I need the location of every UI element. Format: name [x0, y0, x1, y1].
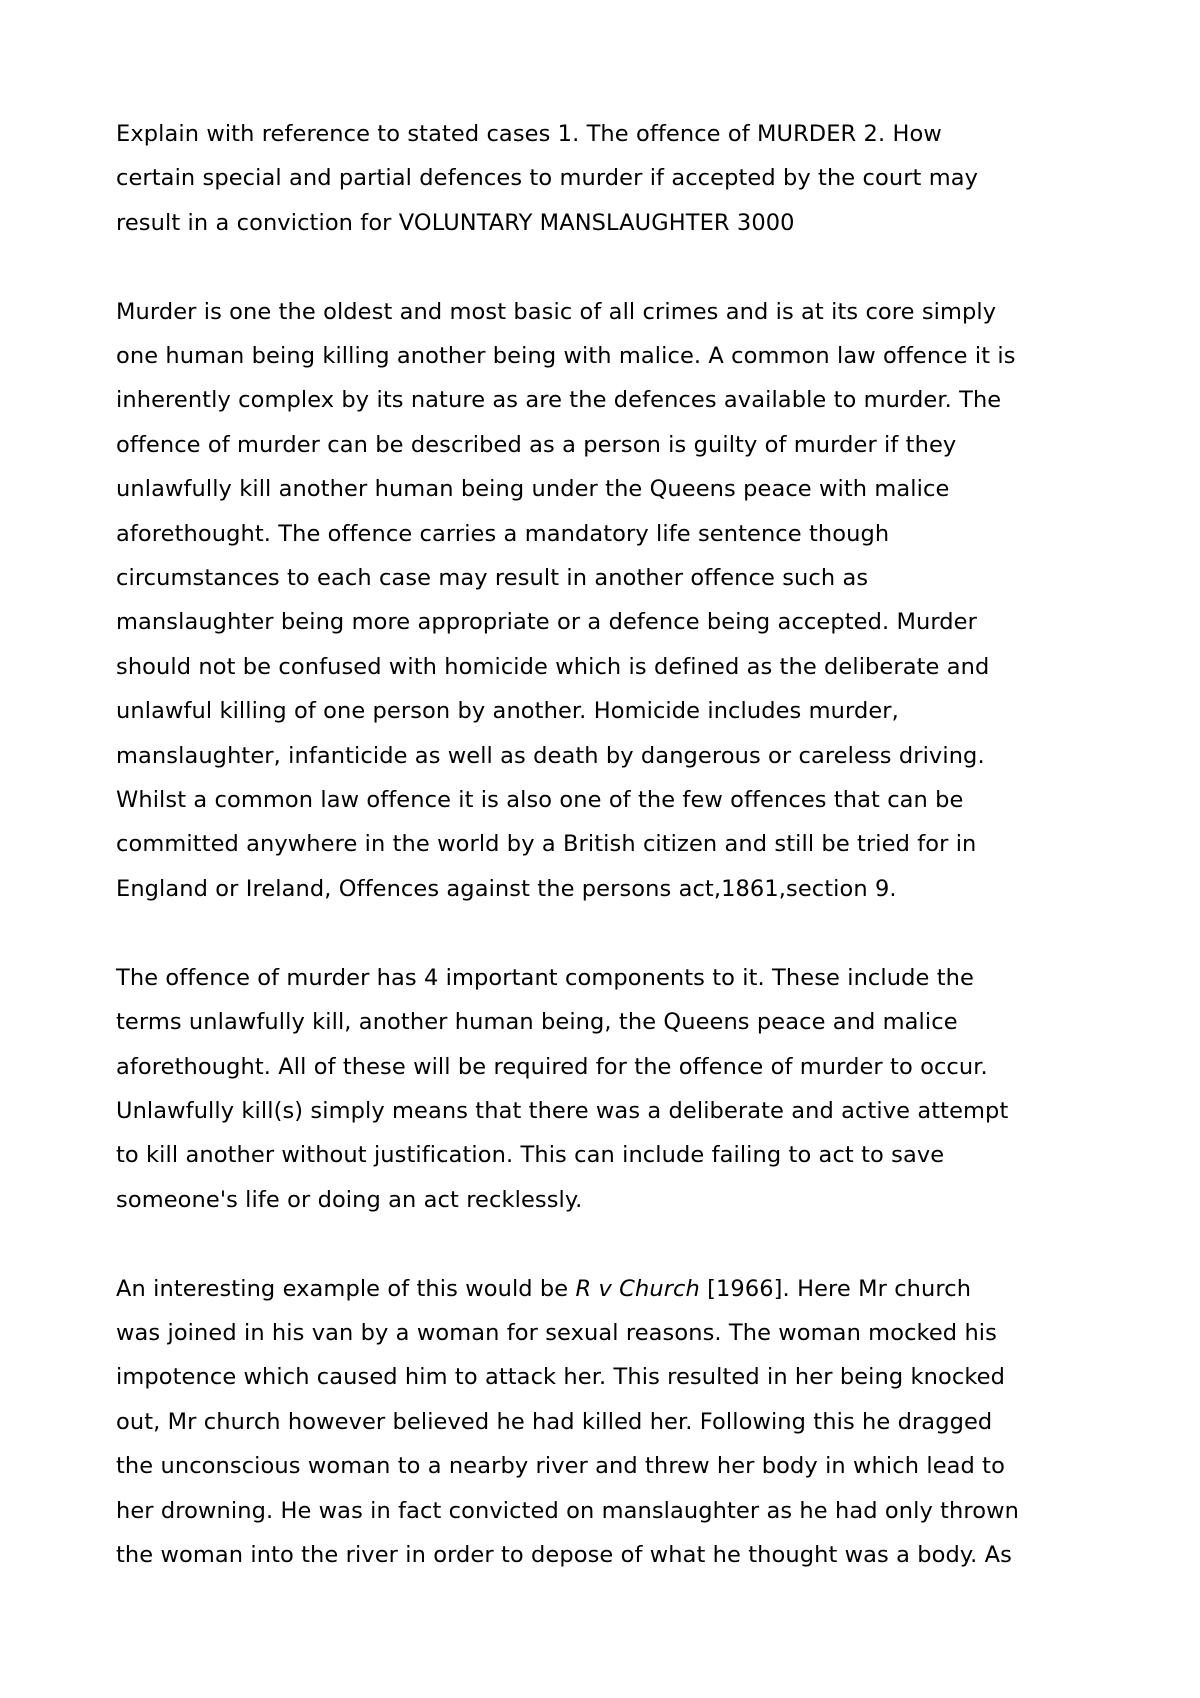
paragraph-question [116, 112, 1116, 245]
text-line: should not be confused with homicide which is defined as the deliberate and [116, 653, 990, 680]
text-line: inherently complex by its nature as are the defences available to murder. The [116, 387, 1002, 414]
text-line: offence of murder can be described as a person is guilty of murder if they [116, 431, 957, 458]
paragraph-components [116, 956, 1116, 1222]
text-line: to kill another without justification. This can include failing to act to save [116, 1142, 945, 1169]
text-line: The offence of murder has 4 important components to it. These include the [116, 964, 974, 991]
text-line: England or Ireland, Offences against the persons act,1861,section 9. [116, 875, 897, 902]
text-line: her drowning. He was in fact convicted on manslaughter as he had only thrown [116, 1497, 1019, 1524]
paragraph-r-v-church [116, 1267, 1116, 1578]
text-line: committed anywhere in the world by a British citizen and still be tried for in [116, 831, 977, 858]
text-line: impotence which caused him to attack her. This resulted in her being knocked [116, 1364, 1005, 1391]
paragraph-murder-intro [116, 290, 1116, 912]
text-line: the woman into the river in order to depose of what he thought was a body. As [116, 1541, 1012, 1568]
text-line: one human being killing another being with malice. A common law offence it is [116, 343, 1016, 370]
text-line: out, Mr church however believed he had killed her. Following this he dragged [116, 1408, 993, 1435]
text-line: circumstances to each case may result in another offence such as [116, 565, 869, 592]
text-line: certain special and partial defences to murder if accepted by the court may [116, 165, 979, 192]
text-line: Explain with reference to stated cases 1. The offence of MURDER 2. How [116, 121, 942, 147]
text-line: result in a conviction for VOLUNTARY MANSLAUGHTER 3000 [116, 209, 795, 236]
text-fragment: [1966]. Here Mr church [699, 1275, 972, 1302]
text-line: was joined in his van by a woman for sexual reasons. The woman mocked his [116, 1319, 997, 1346]
case-citation: R v Church [575, 1275, 700, 1302]
text-line: unlawful killing of one person by another. Homicide includes murder, [116, 698, 899, 725]
text-line: unlawfully kill another human being under the Queens peace with malice [116, 476, 950, 503]
text-line: someone's life or doing an act recklessly. [116, 1186, 583, 1213]
text-line: the unconscious woman to a nearby river and threw her body in which lead to [116, 1453, 1005, 1480]
text-line: Whilst a common law offence it is also one of the few offences that can be [116, 787, 964, 814]
text-fragment: An interesting example of this would be [116, 1275, 576, 1302]
text-line: aforethought. All of these will be required for the offence of murder to occur. [116, 1053, 988, 1080]
text-line: manslaughter, infanticide as well as death by dangerous or careless driving. [116, 742, 985, 769]
text-line: terms unlawfully kill, another human being, the Queens peace and malice [116, 1009, 958, 1036]
document-body [116, 112, 1116, 1622]
text-line: Murder is one the oldest and most basic of all crimes and is at its core simply [116, 298, 997, 325]
text-line: aforethought. The offence carries a mandatory life sentence though [116, 520, 890, 547]
text-line [116, 1267, 1116, 1311]
text-line: manslaughter being more appropriate or a defence being accepted. Murder [116, 609, 977, 636]
text-line: Unlawfully kill(s) simply means that there was a deliberate and active attempt [116, 1097, 1009, 1124]
